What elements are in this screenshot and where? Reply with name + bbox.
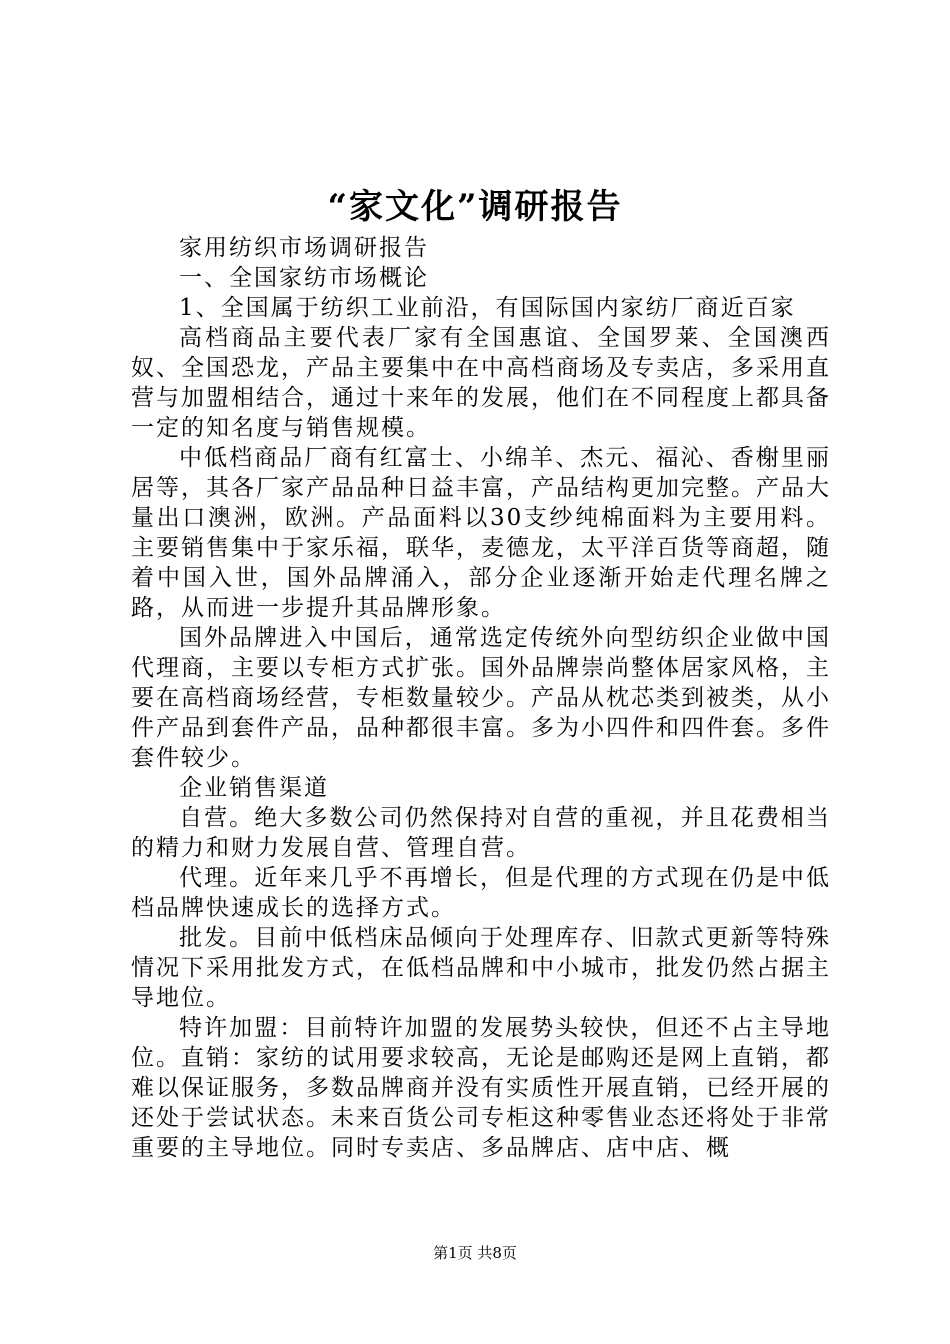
- page-footer: 第1页 共8页: [433, 1244, 517, 1262]
- paragraph: 一、全国家纺市场概论: [179, 265, 429, 291]
- paragraph: 高档商品主要代表厂家有全国惠谊、全国罗莱、全国澳西奴、全国恐龙，产品主要集中在中高档商场及专卖店，多采用直营与加盟相结合，通过十来年的发展，他们在不同程度上都具备一定的知名度与销售规模。: [131, 325, 831, 441]
- paragraph: 家用纺织市场调研报告: [179, 235, 429, 261]
- paragraph: 国外品牌进入中国后，通常选定传统外向型纺织企业做中国代理商，主要以专柜方式扩张。国外品牌崇尚整体居家风格，主要在高档商场经营，专柜数量较少。产品从枕芯类到被类，从小件产品到套件产品，品种都很丰富。多为小四件和四件套。多件套件较少。: [131, 625, 831, 771]
- paragraph: 企业销售渠道: [179, 775, 329, 801]
- document-title: “家文化”调研报告: [327, 187, 623, 227]
- paragraph: 自营。绝大多数公司仍然保持对自营的重视，并且花费相当的精力和财力发展自营、管理自营。: [131, 805, 831, 861]
- paragraph: 中低档商品厂商有红富士、小绵羊、杰元、福沁、香榭里丽居等，其各厂家产品品种日益丰富，产品结构更加完整。产品大量出口澳洲，欧洲。产品面料以30支纱纯棉面料为主要用料。主要销售集中于家乐福，联华，麦德龙，太平洋百货等商超，随着中国入世，国外品牌涌入，部分企业逐渐开始走代理名牌之路，从而进一步提升其品牌形象。: [131, 445, 831, 621]
- paragraph: 特许加盟：目前特许加盟的发展势头较快，但还不占主导地位。直销：家纺的试用要求较高，无论是邮购还是网上直销，都难以保证服务，多数品牌商并没有实质性开展直销，已经开展的还处于尝试状态。未来百货公司专柜这种零售业态还将处于非常重要的主导地位。同时专卖店、多品牌店、店中店、概: [131, 1015, 831, 1161]
- paragraph: 代理。近年来几乎不再增长，但是代理的方式现在仍是中低档品牌快速成长的选择方式。: [131, 865, 831, 921]
- paragraph: 1、全国属于纺织工业前沿，有国际国内家纺厂商近百家: [179, 295, 796, 321]
- document-body: [131, 233, 831, 1163]
- paragraph: 批发。目前中低档床品倾向于处理库存、旧款式更新等特殊情况下采用批发方式，在低档品牌和中小城市，批发仍然占据主导地位。: [131, 925, 831, 1011]
